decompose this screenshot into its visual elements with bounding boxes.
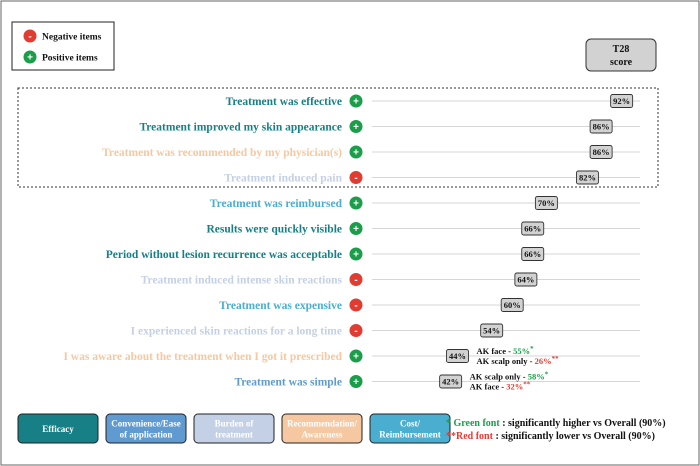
- value-label: 70%: [537, 198, 555, 208]
- value-label: 44%: [448, 351, 466, 361]
- chart-row: [206, 222, 640, 236]
- value-label: 42%: [442, 376, 460, 387]
- chart-rows: [63, 95, 640, 392]
- category-recommendation: [282, 414, 362, 443]
- sign-glyph: -: [354, 326, 358, 337]
- category-label: Efficacy: [42, 424, 74, 434]
- subgroup-note-value: 32%: [506, 381, 524, 392]
- chart-row: [210, 197, 640, 211]
- score-header-line1: T28: [612, 44, 630, 55]
- value-label: 86%: [592, 121, 610, 132]
- score-header: [586, 39, 656, 71]
- sign-glyph: -: [354, 275, 358, 286]
- category-label: treatment: [215, 429, 253, 440]
- sign-glyph: +: [353, 249, 359, 261]
- subgroup-note-mark: **: [551, 355, 559, 363]
- item-label: Results were quickly visible: [206, 223, 342, 236]
- category-burden: [194, 414, 274, 443]
- legend: [12, 22, 114, 70]
- subgroup-note-value: 58%: [527, 371, 545, 382]
- sign-glyph: +: [353, 377, 359, 388]
- category-efficacy: [18, 414, 98, 443]
- sign-glyph: +: [353, 147, 359, 159]
- item-label: Treatment was reimbursed: [209, 198, 342, 210]
- category-label: Recommendation/: [287, 418, 357, 429]
- chart-row: [131, 324, 640, 338]
- subgroup-note-mark: *: [530, 345, 534, 353]
- item-label: Treatment improved my skin appearance: [139, 121, 342, 134]
- category-label: Burden of: [214, 418, 254, 429]
- item-label: Treatment was recommended by my physician(s): [102, 147, 342, 159]
- chart-row: [141, 273, 640, 287]
- item-label: Period without lesion recurrence was acceptable: [105, 249, 342, 261]
- category-label: Convenience/Ease: [111, 418, 181, 429]
- score-header-line2: score: [609, 57, 633, 68]
- footnote-green-text: : significantly higher vs Overall (90%): [499, 418, 666, 429]
- sign-glyph: -: [354, 173, 358, 184]
- chart-row: [102, 146, 640, 160]
- subgroup-note-mark: *: [544, 370, 549, 379]
- category-cost: [370, 414, 450, 443]
- legend-negative-label: Negative items: [42, 32, 102, 43]
- category-label: Cost/: [400, 418, 420, 429]
- value-label: 92%: [613, 96, 631, 106]
- item-label: Treatment induced intense skin reactions: [140, 274, 342, 287]
- item-label: I was aware about the treatment when I got it prescribed: [63, 351, 342, 363]
- value-label: 54%: [483, 325, 501, 336]
- footnote-green: [446, 418, 666, 429]
- chart-row: [139, 120, 640, 134]
- category-label: Awareness: [301, 429, 343, 440]
- chart-row: [219, 299, 640, 313]
- footnote-red: [446, 431, 655, 442]
- sign-glyph: +: [353, 224, 359, 235]
- category-convenience: [106, 414, 186, 443]
- subgroup-note: [470, 381, 531, 392]
- category-label: of application: [119, 429, 173, 440]
- value-label: 82%: [578, 172, 596, 183]
- chart-row: [224, 171, 640, 185]
- legend-positive-label: Positive items: [42, 53, 98, 64]
- chart-row: [234, 371, 640, 392]
- sign-glyph: -: [354, 300, 358, 312]
- sign-glyph: +: [353, 96, 359, 108]
- item-label: I experienced skin reactions for a long time: [130, 325, 342, 338]
- subgroup-note-prefix: AK scalp only -: [476, 356, 535, 366]
- category-legend: [18, 414, 450, 443]
- subgroup-note-value: 55%: [513, 346, 531, 356]
- sign-glyph: +: [353, 122, 359, 133]
- subgroup-note-value: 26%: [534, 356, 552, 366]
- subgroup-note: [476, 355, 559, 366]
- svg-text:+: +: [27, 52, 33, 64]
- footnote-green-prefix: * Green font: [446, 418, 500, 429]
- value-label: 66%: [524, 223, 542, 234]
- footnote-red-text: : significantly lower vs Overall (90%): [492, 431, 655, 442]
- sign-glyph: +: [353, 351, 359, 363]
- item-label: Treatment was simple: [234, 376, 342, 389]
- subgroup-note: [476, 345, 534, 356]
- category-label: Reimbursement: [379, 429, 441, 440]
- chart-row: [106, 248, 640, 262]
- chart-row: [63, 345, 640, 366]
- subgroup-note-prefix: AK face -: [469, 381, 507, 392]
- sign-glyph: +: [353, 198, 359, 210]
- item-label: Treatment induced pain: [224, 172, 342, 185]
- value-label: 60%: [503, 300, 521, 310]
- value-label: 64%: [517, 274, 535, 285]
- subgroup-note-mark: **: [523, 380, 531, 389]
- item-label: Treatment was expensive: [219, 300, 342, 312]
- footnote-red-prefix: **Red font: [446, 431, 493, 442]
- value-label: 86%: [592, 147, 610, 157]
- chart-row: [226, 95, 640, 109]
- value-label: 66%: [524, 249, 542, 259]
- svg-text:-: -: [28, 31, 32, 43]
- subgroup-note: [470, 371, 549, 382]
- footnotes: [446, 418, 666, 442]
- item-label: Treatment was effective: [225, 96, 342, 108]
- subgroup-note-prefix: AK face -: [476, 346, 514, 356]
- subgroup-note-prefix: AK scalp only -: [469, 371, 528, 382]
